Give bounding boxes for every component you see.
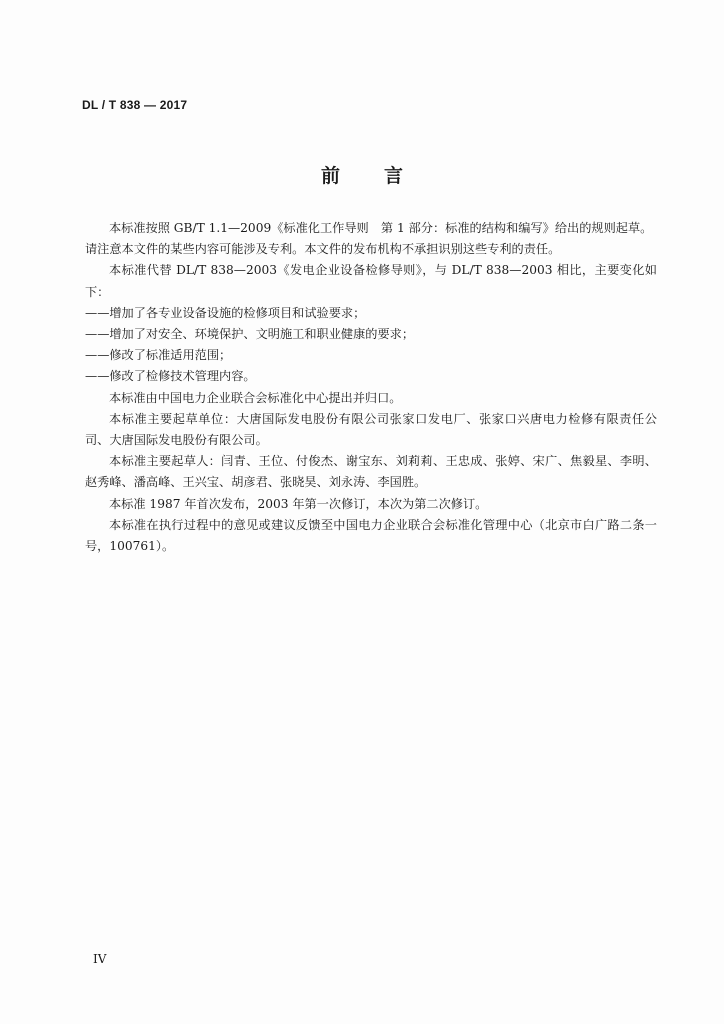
list-item-change-3: ——修改了标准适用范围； [85,348,232,363]
paragraph-patent-notice: 请注意本文件的某些内容可能涉及专利。本文件的发布机构不承担识别这些专利的责任。 [85,242,561,257]
paragraph-history: 本标准 1987 年首次发布，2003 年第一次修订，本次为第二次修订。 [109,496,488,511]
paragraph-drafting-units: 本标准主要起草单位：大唐国际发电股份有限公司张家口发电厂、张家口兴唐电力检修有限责任公司、大唐国际发电股份有限公司。 [85,411,657,448]
paragraph-replacement: 本标准代替 DL/T 838—2003《发电企业设备检修导则》，与 DL/T 838—2003 相比，主要变化如下： [85,263,657,299]
paragraph-feedback: 本标准在执行过程中的意见或建议反馈至中国电力企业联合会标准化管理中心（北京市白广路二条一号，100761）。 [85,517,657,554]
list-item-change-1: ——增加了各专业设备设施的检修项目和试验要求； [85,305,366,320]
page-number: IV [93,952,107,966]
list-item-change-2: ——增加了对安全、环境保护、文明施工和职业健康的要求； [85,327,415,342]
paragraph-drafters: 本标准主要起草人：闫青、王位、付俊杰、谢宝东、刘莉莉、王忠成、张婷、宋广、焦毅星、李明、赵秀峰、潘高峰、王兴宝、胡彦君、张晓昊、刘永涛、李国胜。 [85,454,657,490]
foreword-body [85,218,657,557]
list-item-change-4: ——修改了检修技术管理内容。 [85,369,256,384]
document-code: DL / T 838 — 2017 [82,98,188,112]
section-title: 前言 [320,165,447,187]
paragraph-drafting-rules: 本标准按照 GB/T 1.1—2009《标准化工作导则 第 1 部分：标准的结构和编写》给出的规则起草。 [109,221,653,235]
paragraph-proposer: 本标准由中国电力企业联合会标准化中心提出并归口。 [109,390,402,405]
